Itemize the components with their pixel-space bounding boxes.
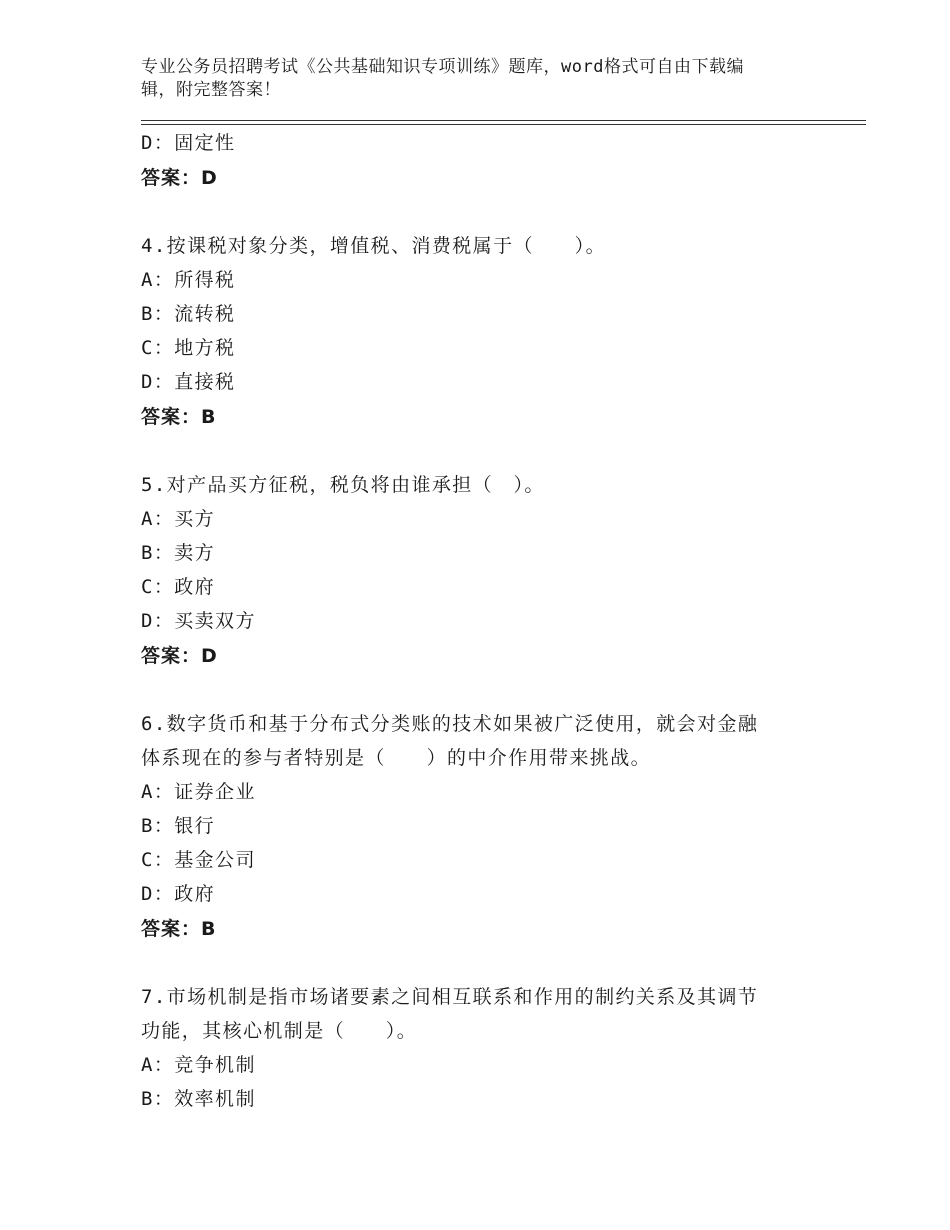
q5-option-b: B：卖方 [141,542,216,564]
q4-stem: 4.按课税对象分类，增值税、消费税属于（ ）。 [141,235,606,257]
answer-value: B [201,918,217,940]
q7-stem-line-1: 7.市场机制是指市场诸要素之间相互联系和作用的制约关系及其调节 [141,986,759,1008]
q5-option-a: A：买方 [141,508,216,530]
header-line-2: 辑，附完整答案！ [141,80,281,100]
q6-option-d: D：政府 [141,883,216,905]
q4-option-b: B：流转税 [141,303,236,325]
q6-stem-line-2: 体系现在的参与者特别是（ ）的中介作用带来挑战。 [141,747,652,769]
q6-answer [141,916,217,942]
q5-option-d: D：买卖双方 [141,610,256,632]
answer-value: D [201,167,218,189]
q4-option-d: D：直接税 [141,371,236,393]
q4-option-c: C：地方税 [141,337,236,359]
answer-label: 答案： [141,167,202,189]
q5-option-c: C：政府 [141,576,216,598]
q6-stem-line-1: 6.数字货币和基于分布式分类账的技术如果被广泛使用，就会对金融 [141,713,759,735]
q3-answer [141,165,218,191]
q6-option-b: B：银行 [141,815,216,837]
q5-stem: 5.对产品买方征税，税负将由谁承担（ ）。 [141,474,545,496]
q6-option-a: A：证券企业 [141,781,256,803]
header-divider-thin [141,124,866,125]
q3-option-d: D：固定性 [141,132,236,154]
q6-option-c: C：基金公司 [141,849,256,871]
answer-value: D [201,645,218,667]
answer-label: 答案： [141,645,202,667]
q5-answer [141,643,218,669]
q4-option-a: A：所得税 [141,269,236,291]
q7-option-a: A：竞争机制 [141,1054,256,1076]
q4-answer [141,404,217,430]
page-header [141,56,801,102]
answer-label: 答案： [141,918,202,940]
answer-value: B [201,406,217,428]
q7-option-b: B：效率机制 [141,1088,256,1110]
header-divider-thick [141,120,866,121]
answer-label: 答案： [141,406,202,428]
q7-stem-line-2: 功能，其核心机制是（ ）。 [141,1020,418,1042]
header-line-1: 专业公务员招聘考试《公共基础知识专项训练》题库，word格式可自由下载编 [141,57,744,77]
